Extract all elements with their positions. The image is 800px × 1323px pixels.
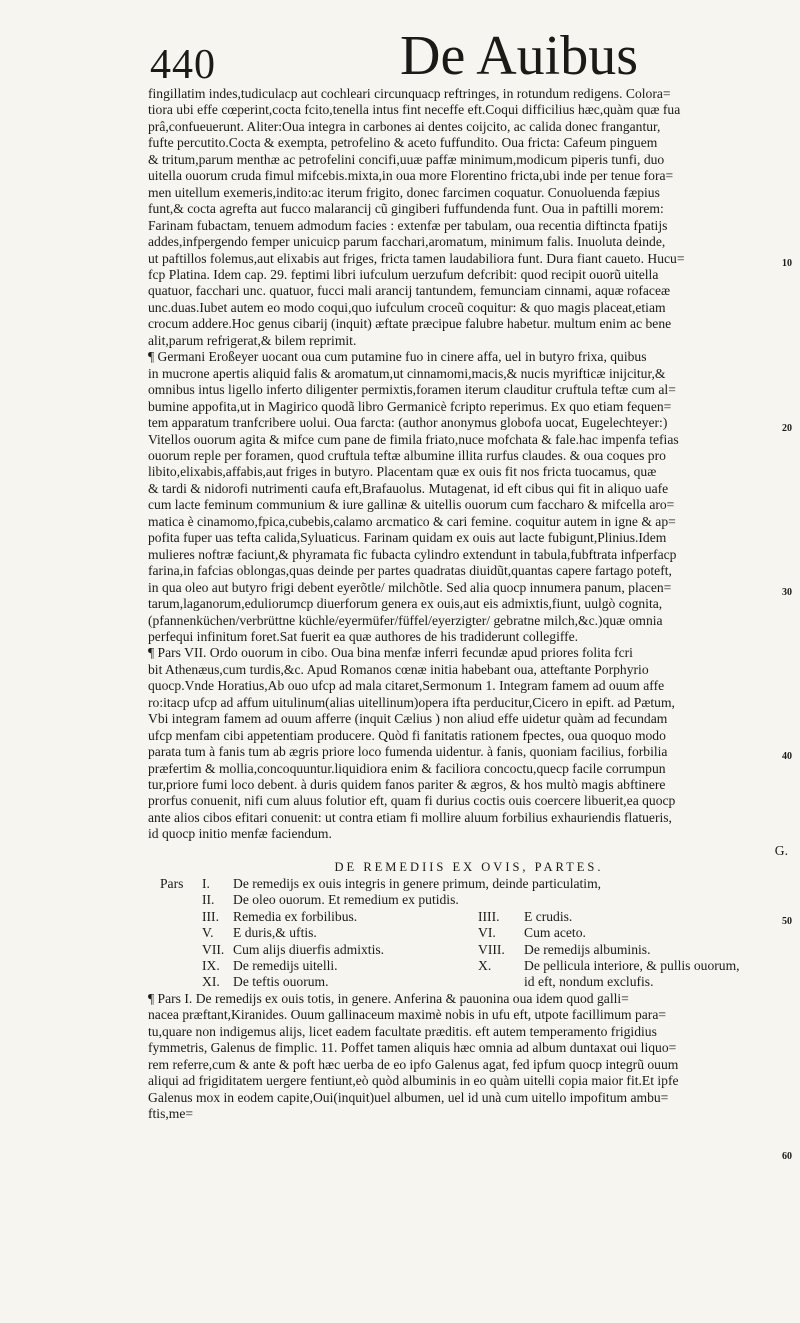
text-line: men uitellum exemeris,indito:ac iterum frigito, donec farcimen coquatur. Conuoluenda fæpius [148,184,660,200]
text-line: Vbi integram famem ad ouum afferre (inquit Cælius ) non aliud effe uidetur quàm ad fecundam [148,711,668,727]
toc-text2: De pellicula interiore, & pullis ouorum, [524,957,740,973]
text-line: nacea præftant,Kiranides. Ouum gallinaceum maximè nobis in ufu eft, utpote facillimum para= [148,1007,667,1023]
toc-text: De remedijs uitelli. [233,957,338,973]
text-line: crocum addere.Hoc genus cibarij (inquit) æftate præcipue falubre habetur. multum enim ac bene [148,316,672,332]
toc-num: XI. [202,974,220,990]
text-line: ut paftillos folemus,aut elixabis aut friges, fricta tamen laudabiliora funt. Dura fiant caueto. Hucu= [148,250,685,266]
text-line: perfequi infinitum foret.Sat fuerit ea quæ authores de his tradiderunt collegiffe. [148,628,579,644]
text-line: omnibus intus ligello inferto diligenter permixtis,foramen iterum clauditur cruftula teftæ cum al= [148,382,676,398]
text-line: præfertim & mollia,concoquuntur.liquidiora enim & faciliora concoctu,quecp facile corrumpun [148,760,666,776]
text-line: alit,parum refrigerat,& bilem reprimit. [148,332,357,348]
text-line: (pfannenküchen/verbrüttne küchle/eyermüfer/füffel/eyerzigter/ gebratne milch,&c.)quæ omnia [148,612,663,628]
text-line: tu,quare non indigemus alijs, licet eadem facultate præditis. eft autem temperamento frigidius [148,1023,657,1039]
toc-text: Cum alijs diuerfis admixtis. [233,941,385,957]
text-line: matica è cinamomo,fpica,cubebis,calamo arcmatico & cari femine. coquitur autem in igne & ap= [148,513,676,529]
text-line: addes,infpergendo femper unicuicp parum facchari,aromatum, minimum falis. Inuoluta deinde, [148,234,666,250]
toc-row [148,892,790,908]
text-line: prorfus conuenit, nifi cum aluus folutior eft, quam fi durius coctis ouis coercere libuerit,ea quocp [148,793,676,809]
main-text [148,86,790,843]
toc-text: De oleo ouorum. Et remedium ex putidis. [233,892,459,908]
toc-text2: E crudis. [524,908,573,924]
text-line: Galenus mox in eodem capite,Oui(inquit)uel albumen, uel id unà cum uitello impofitum ambu= [148,1089,669,1105]
text-line: ¶ Germani Eroßeyer uocant oua cum putamine fuo in cinere affa, uel in butyro frixa, quibus [148,349,647,365]
text-line: tem apparatum tranfcribere uolui. Oua farcta: (author anonymus globofa uocat, Eugelechteyer:) [148,415,668,431]
text-line: ¶ Pars I. De remedijs ex ouis totis, in genere. Anferina & pauonina oua idem quod galli= [148,990,629,1006]
margin-number: 50 [782,916,792,927]
text-line: ¶ Pars VII. Ordo ouorum in cibo. Oua bina menfæ inferri fecundæ apud priores folita fcri [148,645,633,661]
margin-number: 30 [782,587,792,598]
text-line: prâ,confueuerunt. Aliter:Oua integra in carbones ai dentes coijcito, ac calida donec frangantur, [148,118,661,134]
table-of-parts [148,876,790,991]
text-line: ro:itacp ufcp ad affum uitulinum(alias uitellinum)opera ifta perducitur,Cicero in epift. ad Pætum, [148,694,675,710]
toc-num2: VI. [478,925,496,941]
text-line: unc.duas.Iubet autem eo modo coqui,quo iufculum croceũ coquitur: & quo magis placeat,etiam [148,299,666,315]
text-line: funt,& cocta agrefta aut fucco malarancij cũ gingiberi fuffundenda funt. Oua in paftilli morem: [148,201,664,217]
text-line: bit Athenæus,cum turdis,&c. Apud Romanos cœnæ initia habebant oua, atteftante Porphyrio [148,661,649,677]
signature-mark: G. [774,842,788,858]
text-line: ftis,me= [148,1105,194,1121]
text-line: fufte percutito.Cocta & exempta, petrofelino & aceto fuffundito. Oua fricta: Cafeum pinguem [148,135,658,151]
text-line: tiora ubi effe cœperint,cocta fcito,tenella intus fint neceffe eft.Coqui difficilius hæc,quàm quæ fua [148,102,681,118]
text-line: quatuor, facchari unc. quatuor, fucci mali arancij tantundem, femunciam cinnami, aquæ rofaceæ [148,283,671,299]
toc-row [148,909,790,925]
text-line: farina,in fafcias oblongas,quas deinde per partes quadratas diuidũt,quantas capere fartago poteft, [148,563,672,579]
text-line: quocp.Vnde Horatius,Ab ouo ufcp ad mala citaret,Sermonum 1. Integram famem ad ouum affe [148,678,665,694]
toc-row [148,925,790,941]
toc-num: V. [202,925,214,941]
toc-row [148,942,790,958]
text-line: fingillatim indes,tudiculacp aut cochleari circunquacp reftringes, in rotundum redigens. Colora= [148,86,671,101]
text-line: mulieres noftræ faciunt,& phyramata fic fubacta cylindro extendunt in tabula,fubftrata infperfacp [148,546,677,562]
toc-num: III. [202,908,219,924]
text-line: tur,priore fumi loco debent. à duris quidem fanos pariter & ægros, & hos multò magis abftinere [148,777,666,793]
margin-number: 20 [782,423,792,434]
toc-num: IX. [202,957,220,973]
toc-text: Remedia ex forbilibus. [233,908,358,924]
toc-num: I. [202,875,210,891]
body-text [148,86,790,1122]
text-line: aliqui ad frigiditatem uergere fentiunt,eò quòd albuminis in eo quàm uitelli copia maior fit.Et ipfe [148,1073,679,1089]
toc-pars: Pars [160,875,184,891]
toc-text2: De remedijs albuminis. [524,941,651,957]
text-line: ante alios cibos efitari conuenit: ut contra etiam fi mollire aluum forbilius exhauriendis flatueris, [148,809,672,825]
toc-text: E duris,& uftis. [233,925,317,941]
text-line: Farinam fubactam, tenuem admodum facies : extenfæ per tabulam, oua recentia diftincta fpatijs [148,217,668,233]
text-line: in qua oleo aut butyro frigi debent eyerõtle/ milchõtle. Sed alia quocp innumera panum, placen= [148,579,672,595]
text-line: libito,elixabis,affabis,aut friges in butyro. Placentam quæ ex ouis fit nos fricta tuocamus, quæ [148,464,657,480]
toc-text2: id eft, nondum exclufis. [524,974,654,990]
section-heading: DE REMEDIIS EX OVIS, PARTES. [334,860,604,875]
running-title: De Auibus [400,25,638,87]
margin-number: 40 [782,751,792,762]
text-line: in mucrone apertis aliquid falis & aromatum,ut cinnamomi,macis,& nucis myrifticæ inijcitur,& [148,365,666,381]
toc-text: De remedijs ex ouis integris in genere primum, deinde particulatim, [233,875,602,891]
text-line: ufcp menfam cibi appetentiam producere. Quòd fi fanitatis rationem fpectes, oua quoquo modo [148,727,666,743]
text-line: uitella ouorum cruda fimul mifcebis.mixta,in oua more Florentino fricta,ubi inde per tenue fora= [148,168,674,184]
margin-number: 10 [782,258,792,269]
toc-text: De teftis ouorum. [233,974,329,990]
text-line: id quocp initio menfæ faciendum. [148,826,332,842]
text-line: cum lacte feminum communium & iure gallinæ & uitellis ouorum cum faccharo & mifcella aro= [148,497,675,513]
text-line: fymmetris, Galenus de fimplic. 11. Poffet tamen aliquis hæc omnia ad album duntaxat oui liquo= [148,1040,677,1056]
text-line: & tritum,parum menthæ ac petrofelini concifi,uuæ paffæ minimum,modicum piperis tunfi, duo [148,151,665,167]
toc-text2: Cum aceto. [524,925,586,941]
toc-row [148,974,790,990]
text-line: ouorum reple per foramen, quod cruftula teftæ albumine illita rurfus claudes. & oua coques pro [148,447,666,463]
toc-num2: IIII. [478,908,500,924]
toc-num2: X. [478,957,492,973]
text-line: pofita fuper uas tefta calida,Syluaticus. Farinam quidam ex ouis aut lacte fubigunt,Plinius.Idem [148,530,667,546]
toc-num2: VIII. [478,941,505,957]
text-line: Vitellos ouorum agita & mifce cum pane de fimila friato,nuce mofchata & fale.hac impenfa tefias [148,431,679,447]
toc-row [148,958,790,974]
toc-num: II. [202,892,215,908]
text-line: bumine appofita,ut in Magirico quodã libro Germanicè fcripto reperimus. Ex quo etiam fequen= [148,398,672,414]
text-line: rem referre,cum & ante & poft hæc uerba de eo ipfo Galenus agat, fed ipfum quocp integrũ ouum [148,1056,679,1072]
toc-num: VII. [202,941,225,957]
text-line: & tardi & nidorofi nutrimenti caufa eft,Brafauolus. Mutagenat, id eft cibus qui fit in aliquo uafe [148,480,669,496]
final-text [148,991,790,1123]
text-line: tarum,laganorum,eduliorumcp diuerforum genera ex ouis,aut eis admixtis,fiunt, uulgò cognita, [148,596,663,612]
page-number: 440 [150,42,216,88]
text-line: fcp Platina. Idem cap. 29. feptimi libri iufculum uerzufum defcribit: quod recipit ouorũ uitella [148,266,659,282]
text-line: parata tum à fanis tum ab ægris priore loco fumenda uidentur. à fanis, quoniam facilius, forbilia [148,744,668,760]
toc-row [148,876,790,892]
margin-number: 60 [782,1151,792,1162]
